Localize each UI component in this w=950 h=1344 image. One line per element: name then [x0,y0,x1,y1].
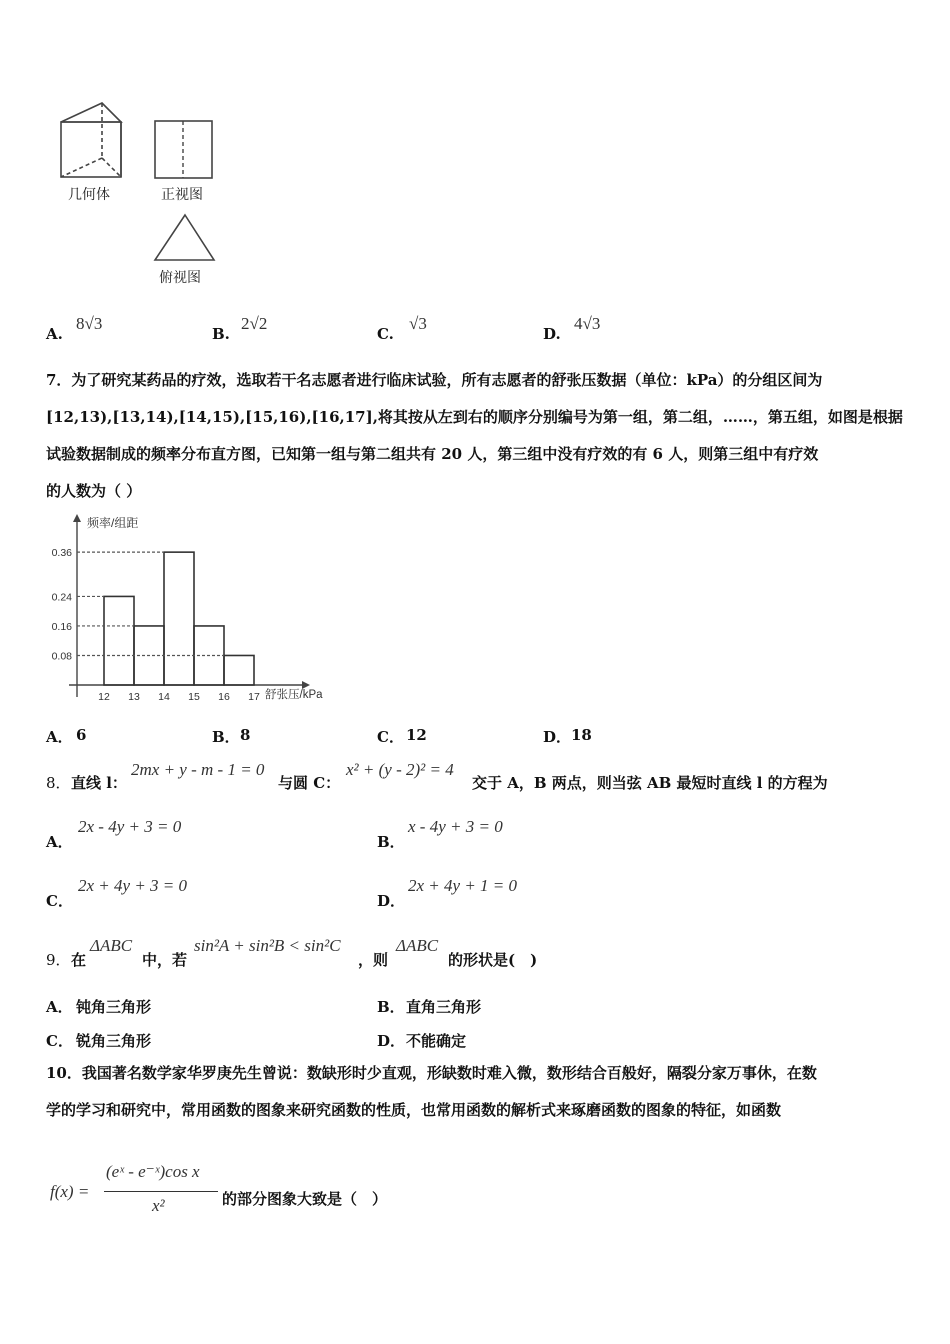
q10-fraction-bar [104,1191,218,1192]
q9-option-c-value: 锐角三角形 [76,1032,152,1050]
q10-line-1: 10．我国著名数学家华罗庚先生曾说：数缺形时少直观，形缺数时难入微，数形结合百般好，隔裂分家万事休，在数 [46,1064,817,1082]
q10-line-2: 学的学习和研究中，常用函数的图象来研究函数的性质，也常用函数的解析式来琢磨函数的图象的特征，如函数 [46,1101,782,1119]
q7-option-d-value: 18 [571,726,592,744]
q7-option-c-value: 12 [406,726,427,744]
histogram-bar [164,552,194,685]
y-tick-label: 0.24 [51,591,72,604]
q9-option-b-value: 直角三角形 [406,998,482,1016]
q7-option-b-value: 8 [240,726,251,744]
histogram-bar [224,655,254,685]
q7-option-c-letter: C． [377,728,404,746]
q10-fraction-denominator: x² [152,1196,165,1215]
x-tick-label: 12 [98,691,110,703]
x-tick-label: 15 [188,691,200,703]
q7-line-3: 试验数据制成的频率分布直方图，已知第一组与第二组共有 20 人，第三组中没有疗效的有 6 人，则第三组中有疗效 [46,445,819,463]
q9-option-d-value: 不能确定 [406,1032,467,1050]
q6-option-b-value: 2√2 [241,314,268,333]
q10-fraction-numerator: (eˣ - e⁻ˣ)cos x [106,1162,200,1181]
histogram-bar [104,596,134,685]
q8-circle-equation: x² + (y - 2)² = 4 [346,760,454,779]
q9-option-c-letter: C． [46,1032,73,1050]
q9-triangle-1: ΔABC [90,936,133,955]
q9-text-4: 的形状是( ) [448,951,538,969]
top-view-figure [152,212,218,264]
y-axis-label: 频率/组距 [87,516,139,530]
q8-option-c-value: 2x + 4y + 3 = 0 [78,876,188,895]
y-axis-arrow [73,514,81,522]
q7-line-2: [12,13),[13,14),[14,15),[15,16),[16,17],将其按从左到右的顺序分别编号为第一组，第二组，……，第五组，如图是根据 [46,408,903,426]
q6-option-c-letter: C. [377,325,394,343]
q8-option-d-value: 2x + 4y + 1 = 0 [408,876,518,895]
y-tick-label: 0.08 [51,650,72,663]
x-tick-label: 14 [158,691,170,703]
x-axis-label: 舒张压/kPa [265,689,323,701]
q6-option-b-letter: B. [212,325,230,343]
q8-option-a-value: 2x - 4y + 3 = 0 [78,817,182,836]
q9-text-1: 在 [71,951,87,969]
q8-text-mid: 与圆 C： [278,774,341,792]
q8-number: 8． [46,774,71,792]
q6-option-a-value: 8√3 [76,314,103,333]
q7-line-1: 7．为了研究某药品的疗效，选取若干名志愿者进行临床试验，所有志愿者的舒张压数据（单位：kPa）的分组区间为 [46,371,823,389]
q8-option-b-value: x - 4y + 3 = 0 [408,817,503,836]
q8-option-a-letter: A． [46,833,73,851]
x-tick-label: 13 [128,691,140,703]
q9-triangle-2: ΔABC [396,936,439,955]
prism-solid-figure [55,98,135,184]
x-tick-label: 17 [248,691,260,703]
y-tick-label: 0.16 [51,620,72,633]
q6-option-a-letter: A. [46,325,63,343]
q9-option-a-value: 钝角三角形 [76,998,152,1016]
q6-option-d-letter: D. [543,325,561,343]
q8-option-b-letter: B． [377,833,405,851]
q9-option-b-letter: B． [377,998,405,1016]
q8-option-d-letter: D． [377,892,406,910]
q9-number: 9． [46,951,71,969]
front-view-figure [152,118,216,182]
x-tick-label: 16 [218,691,230,703]
q9-text-2: 中，若 [142,951,188,969]
q6-option-c-value: √3 [409,314,427,333]
solid-figure-label: 几何体 [68,187,110,203]
q9-text-3: ，则 [358,951,389,969]
front-view-label: 正视图 [161,187,203,203]
q9-option-d-letter: D． [377,1032,406,1050]
q8-option-c-letter: C． [46,892,73,910]
q10-text-tail: 的部分图象大致是（ ） [222,1190,388,1208]
q7-option-a-letter: A． [46,728,73,746]
q9-option-a-letter: A． [46,998,73,1016]
prism-top-face [61,103,121,122]
q7-option-a-value: 6 [76,726,87,744]
q7-option-d-letter: D． [543,728,572,746]
q8-text-pre: 直线 l： [71,774,127,792]
frequency-histogram [40,512,340,704]
q6-option-d-value: 4√3 [574,314,601,333]
q7-line-4: 的人数为（ ） [46,482,142,500]
y-tick-label: 0.36 [51,547,72,560]
top-view-label: 俯视图 [159,270,201,286]
q9-inequality: sin²A + sin²B < sin²C [194,936,341,955]
x-axis-arrow [302,681,310,689]
q8-text-post: 交于 A，B 两点，则当弦 AB 最短时直线 l 的方程为 [472,774,828,792]
q7-option-b-letter: B． [212,728,240,746]
q8-line-equation: 2mx + y - m - 1 = 0 [131,760,265,779]
q10-function-lhs: f(x) = [50,1182,90,1201]
